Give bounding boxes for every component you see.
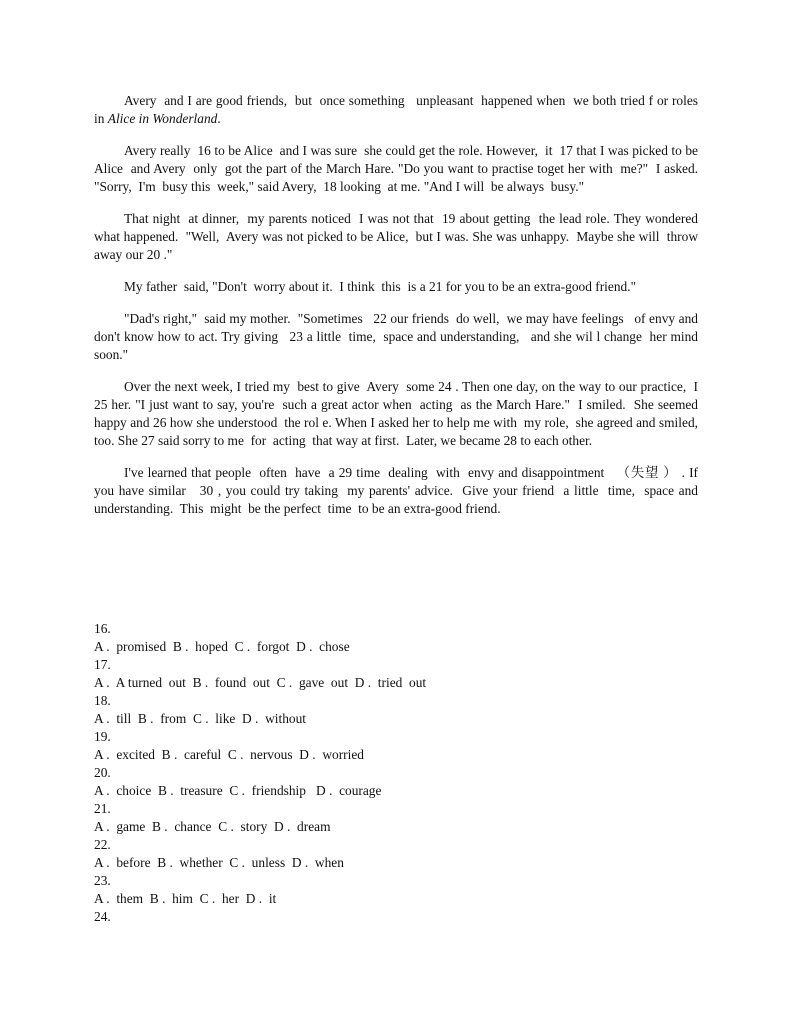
question-options: A . choice B . treasure C . friendship D . courage (94, 783, 382, 798)
reading-passage (94, 92, 705, 532)
paragraph-2-text: Avery really 16 to be Alice and I was sure she could get the role. However, it 17 that I was picked to be Alice and Avery only got the part of the March Hare. "Do you want to practise toget her with me?" I asked. "Sorry, I'm busy this week," said Avery, 18 looking at me. "And I will be always busy." (94, 143, 702, 194)
question-number: 20. (94, 765, 111, 780)
question-number: 22. (94, 837, 111, 852)
question-23 (94, 872, 698, 908)
question-options: A . promised B . hoped C . forgot D . chose (94, 639, 350, 654)
paragraph-1-end: . (217, 111, 221, 126)
question-21 (94, 800, 698, 836)
paragraph-1 (94, 92, 702, 128)
question-18 (94, 692, 698, 728)
question-number: 17. (94, 657, 111, 672)
paragraph-1-text: Avery and I are good friends, but once something unpleasant happened when we both tried f or roles in (94, 93, 702, 126)
question-options: A . them B . him C . her D . it (94, 891, 277, 906)
question-16 (94, 620, 698, 656)
question-options: A . game B . chance C . story D . dream (94, 819, 331, 834)
question-list (94, 620, 698, 926)
question-options: A . excited B . careful C . nervous D . worried (94, 747, 364, 762)
question-number: 19. (94, 729, 111, 744)
paragraph-7-text: I've learned that people often have a 29 time dealing with envy and disappointment （失望 ） . If you have similar 30 , you could try taking my parents' advice. Give your friend a little time, space and understanding. This might be the perfect time to be an extra-good friend. (94, 465, 702, 516)
question-number: 21. (94, 801, 111, 816)
question-number: 24. (94, 909, 111, 924)
question-options: A . A turned out B . found out C . gave out D . tried out (94, 675, 427, 690)
question-24 (94, 908, 698, 926)
paragraph-2 (94, 142, 702, 196)
question-number: 16. (94, 621, 111, 636)
paragraph-7 (94, 464, 702, 518)
paragraph-6-text: Over the next week, I tried my best to give Avery some 24 . Then one day, on the way to our practice, I 25 her. "I just want to say, you're such a great actor when acting as the March Hare." I smiled. She seemed happy and 26 how she understood the rol e. When I asked her to help me with my role, she agreed and smiled, too. She 27 said sorry to me for acting that way at first. Later, we became 28 to each other. (94, 379, 705, 448)
paragraph-5 (94, 310, 705, 364)
question-22 (94, 836, 698, 872)
question-20 (94, 764, 698, 800)
paragraph-3-text: That night at dinner, my parents noticed I was not that 19 about getting the lead role. They wondered what happened. "Well, Avery was not picked to be Alice, but I was. She was unhappy. Maybe she will throw away our 20 ." (94, 211, 702, 262)
paragraph-3 (94, 210, 702, 264)
paragraph-4 (94, 278, 698, 296)
paragraph-6 (94, 378, 705, 450)
question-number: 23. (94, 873, 111, 888)
question-number: 18. (94, 693, 111, 708)
question-options: A . till B . from C . like D . without (94, 711, 307, 726)
question-19 (94, 728, 698, 764)
question-options: A . before B . whether C . unless D . when (94, 855, 344, 870)
question-17 (94, 656, 698, 692)
paragraph-5-text: "Dad's right," said my mother. "Sometimes 22 our friends do well, we may have feelings of envy and don't know how to act. Try giving 23 a little time, space and understanding, and she wil l change her mind soon." (94, 311, 705, 362)
paragraph-4-text: My father said, "Don't worry about it. I think this is a 21 for you to be an extra-good friend." (124, 279, 637, 294)
book-title: Alice in Wonderland (107, 111, 218, 126)
